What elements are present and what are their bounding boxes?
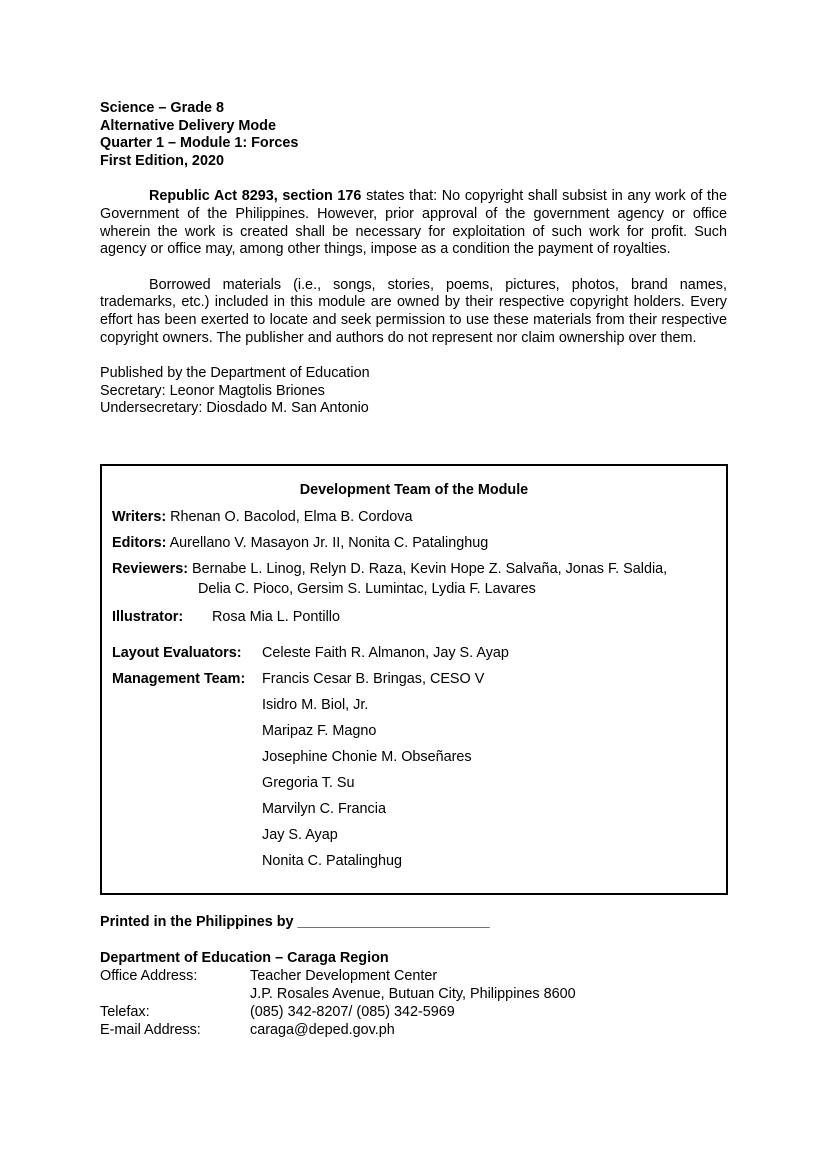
telefax-label: Telefax: (100, 1004, 150, 1020)
management-member: Isidro M. Biol, Jr. (262, 697, 369, 713)
edition: First Edition, 2020 (100, 152, 224, 169)
writers-row (112, 509, 413, 527)
management-member: Josephine Chonie M. Obseñares (262, 749, 472, 765)
management-member: Maripaz F. Magno (262, 723, 377, 739)
writers-value: Rhenan O. Bacolod, Elma B. Cordova (166, 509, 413, 525)
reviewers-value-line2: Delia C. Pioco, Gersim S. Lumintac, Lydia F. Lavares (198, 581, 536, 597)
editors-value: Aurellano V. Masayon Jr. II, Nonita C. Patalinghug (166, 535, 489, 551)
delivery-mode: Alternative Delivery Mode (100, 117, 276, 134)
subject-grade: Science – Grade 8 (100, 100, 224, 116)
published-block (100, 365, 727, 418)
illustrator-row (112, 609, 183, 627)
management-member: Gregoria T. Su (262, 775, 355, 791)
email-label: E-mail Address: (100, 1022, 201, 1038)
management-member: Nonita C. Patalinghug (262, 853, 402, 869)
illustrator-value: Rosa Mia L. Pontillo (212, 609, 340, 625)
writers-label: Writers: (112, 509, 167, 525)
borrowed-materials-paragraph: Borrowed materials (i.e., songs, stories, poems, pictures, photos, brand names, trademarks, etc.) included in this module are owned by their respective copyright holders. Every effort has been exerted to locate and seek permission to use these materials from their respective copyright owners. The publisher and authors do not represent nor claim ownership over them. (100, 276, 727, 346)
undersecretary: Undersecretary: Diosdado M. San Antonio (100, 400, 369, 417)
secretary: Secretary: Leonor Magtolis Briones (100, 382, 325, 399)
illustrator-label: Illustrator: (112, 609, 184, 625)
management-member: Marvilyn C. Francia (262, 801, 386, 817)
region-title: Department of Education – Caraga Region (100, 950, 389, 966)
printed-in: Printed in the Philippines by ________________________ (100, 914, 490, 930)
module-header (100, 100, 727, 170)
development-team-box (100, 464, 728, 895)
team-title: Development Team of the Module (299, 482, 529, 498)
copyright-page (100, 100, 727, 418)
management-member: Francis Cesar B. Bringas, CESO V (262, 671, 485, 687)
editors-label: Editors: (112, 535, 167, 551)
reviewers-value-line1: Bernabe L. Linog, Relyn D. Raza, Kevin Hope Z. Salvaña, Jonas F. Saldia, (188, 561, 668, 577)
email-value: caraga@deped.gov.ph (250, 1022, 395, 1038)
management-label: Management Team: (112, 671, 246, 687)
layout-label: Layout Evaluators: (112, 645, 242, 661)
publisher: Published by the Department of Education (100, 365, 370, 382)
layout-value: Celeste Faith R. Almanon, Jay S. Ayap (262, 645, 509, 661)
management-member: Jay S. Ayap (262, 827, 338, 843)
act-reference: Republic Act 8293, section 176 (149, 188, 362, 205)
act-text: states that: No copyright shall subsist in any work of the Government of the Philippines. However, prior approval of the government agency or office wherein the work is created shall be necessary for exploitation of such work for profit. Such agency or office may, among other things, impose as a condition the payment of royalties. (100, 188, 727, 258)
office-line2: J.P. Rosales Avenue, Butuan City, Philippines 8600 (250, 986, 576, 1002)
office-label: Office Address: (100, 968, 198, 984)
copyright-paragraph (100, 188, 727, 258)
editors-row (112, 535, 488, 553)
telefax-value: (085) 342-8207/ (085) 342-5969 (250, 1004, 455, 1020)
quarter-module: Quarter 1 – Module 1: Forces (100, 135, 299, 152)
reviewers-row (112, 561, 667, 579)
reviewers-label: Reviewers: (112, 561, 188, 577)
office-line1: Teacher Development Center (250, 968, 438, 984)
